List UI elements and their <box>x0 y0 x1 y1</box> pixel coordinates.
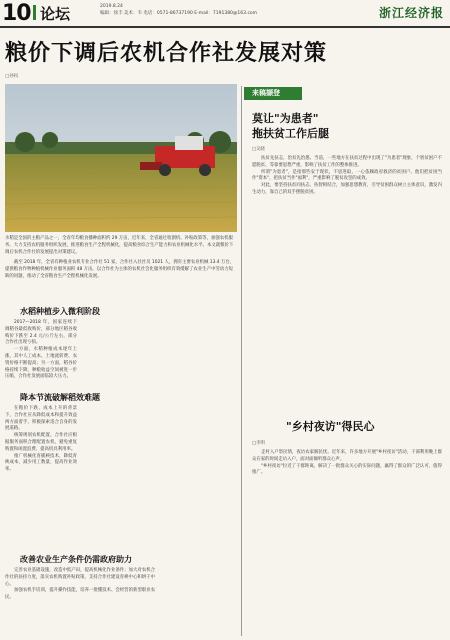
article-byline: □孙权 <box>5 74 19 79</box>
sidebar-author: □吴晓 <box>252 147 265 152</box>
paragraph: 对此，要坚持扶贫同扶志、扶智相结合，加强思想教育，引导贫困群众树立主体意识，激发内生动力，靠自己的双手摆脱贫困。 <box>252 183 442 195</box>
sidebar-tag-label: 来稿撷登 <box>252 89 280 97</box>
section-heading-2: 降本节流破解稻效难题 <box>20 393 100 402</box>
paragraph: 统筹规划农机配置。合作社应根据服务面积合理配置农机，避免重复购置和闲置浪费，提高机具利用率。 <box>5 433 77 452</box>
paragraph: 扶贫先扶志，治贫先治愚。当前，一些地方在扶贫过程中出现了"为患者"现象，个别贫困户不愿脱贫、等靠要思想严重，影响了扶贫工作的整体推进。 <box>252 156 442 168</box>
sidebar-body <box>252 156 442 197</box>
paragraph: 完善农业基础设施，改造中低产田，提高机械化作业条件；加大对农机合作社的扶持力度，落实农机购置补贴政策，支持合作社建设育秧中心和烘干中心。 <box>5 568 155 587</box>
sidebar-title-line-1: 莫让"为患者" <box>252 112 319 125</box>
paragraph: 走村入户察民情，夜访农家解民忧。近年来，许多地方开展"乡村夜访"活动，干部利用晚上群众在家的时间走访入户，面对面倾听群众心声。 <box>252 450 442 462</box>
masthead-logo: 浙江经济报 <box>378 6 444 20</box>
section-bar <box>33 5 36 20</box>
column-divider <box>241 86 242 636</box>
sidebar-title-line-2: 拖扶贫工作后腿 <box>252 127 329 140</box>
section-3-body <box>5 568 155 602</box>
page-header <box>0 0 450 27</box>
harvester-field-illustration <box>5 84 237 232</box>
header-rule <box>0 26 450 28</box>
paragraph: "乡村夜访"拉近了干群距离，解决了一批群众关心的实际问题，赢得了群众的广泛认可，值得推广。 <box>252 463 442 476</box>
paragraph: 一方面，水稻种植成本逐年上涨，其中人工成本、土地流转费、农资价格不断提高；另一方面，稻谷价格持续下降，种粮收益空间被进一步压缩，合作社发展面临较大压力。 <box>5 347 77 380</box>
section-1-body <box>5 320 77 381</box>
sidebar-section-2-body <box>252 450 442 477</box>
paragraph: 加强农机手培训，提升操作技能，培养一批懂技术、会经营的新型职业农民。 <box>5 588 155 601</box>
article-title: 粮价下调后农机合作社发展对策 <box>5 41 328 66</box>
paragraph: 在粮价下跌、成本上升的背景下，合作社应从降低成本和提升效益两方面着手，积极探索适合自身的发展道路。 <box>5 406 77 432</box>
section-2-body <box>5 406 77 474</box>
sidebar-section-2-title: "乡村夜访"得民心 <box>286 420 375 433</box>
editor-info: 编辑：徐丰 美术：韦 电话：0571-86737190 E-mail：7191380@163.com <box>100 11 258 16</box>
section-heading-3: 改善农业生产条件仍需政府助力 <box>20 555 132 564</box>
paragraph: 推广机械化育插秧技术，降低育秧成本，减少用工数量，提高作业效率。 <box>5 453 77 473</box>
issue-date: 2019.8.24 <box>100 4 123 9</box>
photo-caption: 水稻是全国的主粮产品之一，全省年均粮食播种面积约 29 万亩，近年来，全省通过收割机、补贴政策等，加强农机服务、大力支持农机服务组织发展，推进粮食生产全程机械化，提高粮食综合生产能力和农业机械化水平。本文就粮价下调后农机合作社的发展提出对策建议。 <box>5 236 234 255</box>
harvest-photo <box>5 84 237 232</box>
paragraph: 所谓"为患者"，是指那些安于现状、不思进取，一心依赖政府救济的贫困户。他们把贫困当作"资本"，把扶贫当作"福利"，严重影响了脱贫攻坚的成效。 <box>252 169 442 182</box>
article-lead: 截至 2018 年，全省有种植业农机专业合作社 51 家，合作社入社社员 1021 人，拥有主要农业机械 13.4 万台，提供粮食作物种植机械作业服务面积 48 万亩。以合作社为主体的农机社会化服务组织有效缓解了农业生产中劳动力短缺的问题，推动了全省粮食生产全程机械化发展。 <box>5 260 235 279</box>
section-heading-1: 水稻种植步入微利阶段 <box>20 307 100 316</box>
paragraph: 2017—2018 年，国家连续下调稻谷最低收购价，部分地区稻谷收购价下跌至 2.4 元/公斤左右，部分合作社出现亏损。 <box>5 320 77 346</box>
section-name: 论坛 <box>40 5 71 23</box>
sidebar-section-2-author: □李明 <box>252 441 265 446</box>
header-meta <box>100 3 257 17</box>
page-number: 10 <box>2 1 31 26</box>
